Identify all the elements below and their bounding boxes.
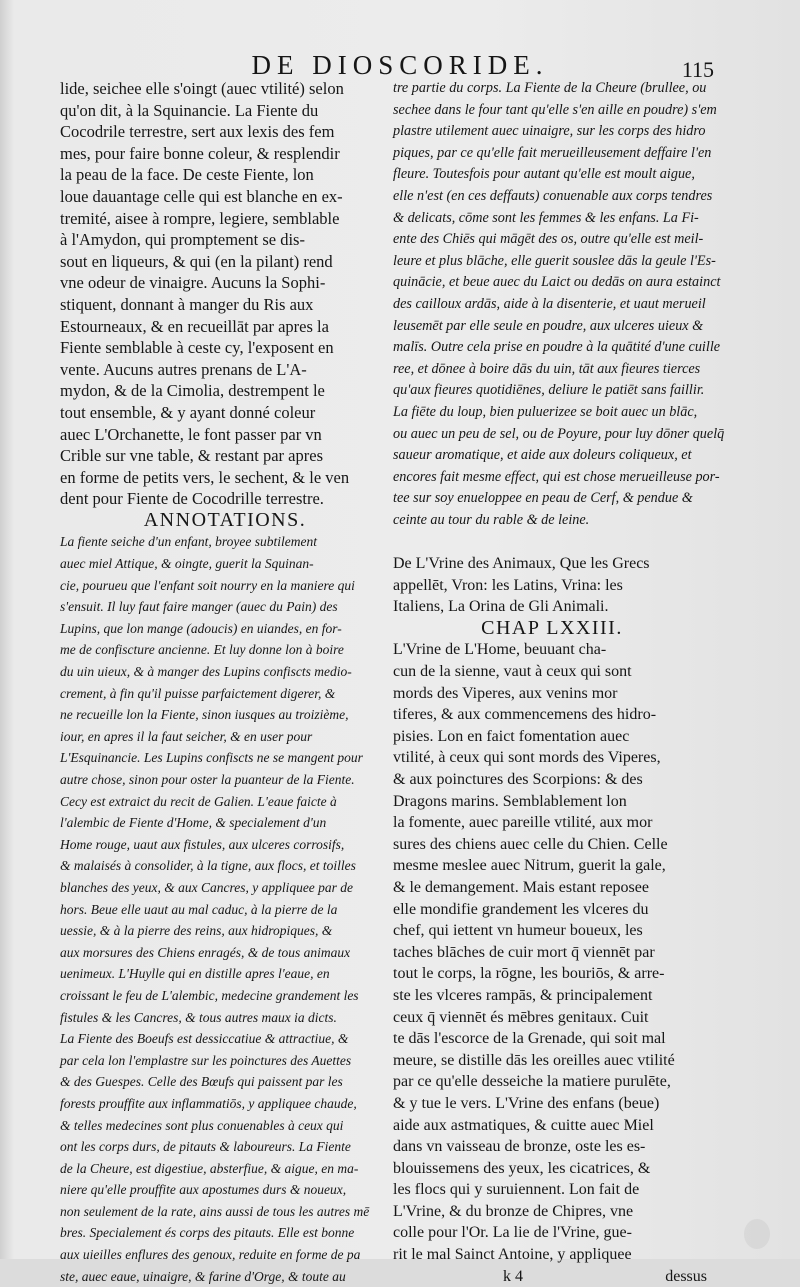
text-line: à l'Amydon, qui promptement se dis- <box>60 230 305 250</box>
text-line: autre chose, sinon pour oster la puanteur de la Fiente. <box>60 772 355 787</box>
text-line: quinācie, et beue auec du Laict ou dedās on aura estainct <box>393 274 721 291</box>
text-line: cie, pourueu que l'enfant soit nourry en la maniere qui <box>60 577 355 593</box>
text-line: ceux q̄ viennēt és mēbres genitaux. Cuit <box>393 1008 649 1026</box>
text-line: iour, en apres il la faut seicher, & en user pour <box>60 728 313 744</box>
text-line: ste, auec eaue, uinaigre, & farine d'Orge, & toute au <box>60 1268 346 1284</box>
text-line: ste les vlceres rampās, & principalement <box>393 986 653 1004</box>
text-line: hors. Beue elle uaut au mal caduc, à la pierre de la <box>60 901 338 917</box>
text-line: non seulement de la rate, ains aussi de tous les autres mē <box>60 1203 370 1219</box>
text-line: qu'aux fieures quotidiēnes, deliure le patiēt sans faillir. <box>393 382 705 399</box>
running-head: DE DIOSCORIDE. <box>251 50 549 80</box>
text-line: croissant le feu de L'alembic, medecine grandement les <box>60 987 359 1003</box>
text-line: vtilité, à ceux qui sont mords des Viperes, <box>393 749 661 767</box>
text-line: La fiente seiche d'un enfant, broyee subtilement <box>60 534 317 550</box>
text-line: sechee dans le four tant qu'elle s'en aille en poudre) s'em <box>393 101 717 118</box>
text-line: mesme meslee auec Nitrum, guerit la gale, <box>393 857 666 875</box>
text-line: stiquent, donnant à manger du Ris aux <box>60 294 314 314</box>
text-line: Crible sur vne table, & restant par apres <box>60 446 323 466</box>
text-line: loue dauantage celle qui est blanche en ex- <box>60 186 343 206</box>
text-line: appellēt, Vron: les Latins, Vrina: les <box>393 576 623 594</box>
signature-mark: k 4 <box>503 1267 523 1285</box>
text-line: mords des Viperes, aux venins mor <box>393 684 618 702</box>
text-line: Home rouge, uaut aux fistules, aux ulceres corrosifs, <box>60 836 345 852</box>
text-line: malīs. Outre cela prise en poudre à la quātité d'une cuille <box>393 339 721 356</box>
text-line: la peau de la face. De ceste Fiente, lon <box>60 165 314 185</box>
text-line: qu'on dit, à la Squinancie. La Fiente du <box>60 100 319 120</box>
text-line: plastre utilement auec uinaigre, sur les corps des hidro <box>393 123 706 140</box>
folio-number: 115 <box>681 57 714 82</box>
section-heading: ANNOTATIONS. <box>143 508 307 531</box>
text-line: auec L'Orchanette, le font passer par vn <box>60 424 322 444</box>
text-line: fleure. Toutesfois pour autant qu'elle est moult aigue, <box>393 166 695 183</box>
text-line: Cecy est extraict du recit de Galien. L'eaue faicte à <box>60 793 337 809</box>
text-line: des cailloux ardās, aide à la disenterie, et uaut merueil <box>393 295 706 312</box>
text-line: lide, seichee elle s'oingt (auec vtilité) selon <box>60 79 344 98</box>
text-line: mes, pour faire bonne coleur, & resplendir <box>60 143 340 163</box>
text-line: tout le corps, la rōgne, les bouriōs, & arre- <box>393 965 665 983</box>
text-line: L'Vrine de L'Home, beuuant cha- <box>393 641 607 659</box>
text-line: forests prouffite aux inflammatiōs, y appliquee chaude, <box>60 1095 357 1111</box>
text-line: uessie, & à la pierre des reins, aux hidropiques, & <box>60 923 333 939</box>
text-line: elle mondifie grandement les vlceres du <box>393 900 649 918</box>
text-line: crement, à fin qu'il puisse parfaictement digerer, & <box>60 685 336 701</box>
text-line: sures des chiens auec celle du Chien. Celle <box>393 835 668 853</box>
page-footer <box>393 1266 711 1287</box>
text-line: La fiēte du loup, bien puluerizee se boit auec un blāc, <box>393 403 698 420</box>
text-line: me de confiscture ancienne. Et luy donne lon à boire <box>60 642 344 658</box>
text-line: La Fiente des Boeufs est dessiccatiue & attractiue, & <box>60 1031 349 1047</box>
text-line: meure, se distille dās les oreilles auec vtilité <box>393 1051 675 1069</box>
text-line: tout ensemble, & y ayant donné coleur <box>60 402 316 422</box>
text-line: sout en liqueurs, & qui (en la pilant) rend <box>60 251 333 271</box>
text-line: saueur aromatique, et aide aux doleurs coliqueux, et <box>393 447 692 464</box>
text-line: Lupins, que lon mange (adoucis) en uiandes, en for- <box>60 620 342 636</box>
text-line: mydon, & de la Cimolia, destrempent le <box>60 381 325 401</box>
text-line: cun de la sienne, vaut à ceux qui sont <box>393 663 632 681</box>
text-line: L'Esquinancie. Les Lupins confiscts ne se mangent pour <box>60 750 363 766</box>
text-line: tremité, aisee à rompre, legiere, semblable <box>60 208 340 228</box>
text-line: Fiente semblable à ceste cy, l'exposent en <box>60 338 334 358</box>
text-line: tee sur soy enueloppee en peau de Cerf, & pendue & <box>393 490 693 507</box>
text-line: niere qu'elle prouffite aux apostumes durs & noueux, <box>60 1182 347 1198</box>
text-line: aide aux astmatiques, & cuitte auec Miel <box>393 1116 654 1134</box>
text-line: par cela lon l'emplastre sur les poinctures des Auettes <box>60 1052 352 1068</box>
text-line: chef, qui iettent vn humeur boueux, les <box>393 922 643 940</box>
text-line: par ce qu'elle desseiche la matiere purulēte, <box>393 1073 671 1091</box>
left-column <box>60 78 390 1287</box>
text-line: & des Guespes. Celle des Bœufs qui paissent par les <box>60 1074 343 1090</box>
text-line: ree, et dōnee à boire dās du uin, tāt aux fieures tierces <box>393 360 701 377</box>
text-line: & y tue le vers. L'Vrine des enfans (beue) <box>393 1094 660 1112</box>
text-line: bres. Specialement és corps des pitauts. Elle est bonne <box>60 1225 355 1241</box>
text-line: Italiens, La Orina de Gli Animali. <box>393 598 609 616</box>
text-line: vne odeur de vinaigre. Aucuns la Sophi- <box>60 273 326 293</box>
text-line: & telles medecines sont plus conuenables à ceux qui <box>60 1117 344 1133</box>
text-line: L'Vrine, & du bronze de Chipres, vne <box>393 1202 634 1220</box>
page-smudge <box>744 1219 770 1249</box>
spacer <box>393 531 711 553</box>
text-line: ceinte au tour du rable & de leine. <box>393 511 590 528</box>
text-line: leure et plus blāche, elle guerit souslee dās la geule l'Es- <box>393 252 716 269</box>
text-line: tre partie du corps. La Fiente de la Cheure (brullee, ou <box>393 80 707 96</box>
section-heading: CHAP LXXIII. <box>481 616 623 639</box>
text-line: les flocs qui y suruiennent. Lon fait de <box>393 1181 640 1199</box>
right-column <box>393 78 725 1287</box>
text-line: te dās l'escorce de la Grenade, qui soit mal <box>393 1030 666 1048</box>
text-line: rit le mal Sainct Antoine, y appliquee <box>393 1246 632 1264</box>
text-line: dent pour Fiente de Cocodrille terrestre. <box>60 489 324 509</box>
text-line: & malaisés à consolider, à la tigne, aux flocs, et toilles <box>60 858 356 874</box>
text-line: ou auec un peu de sel, ou de Poyure, pour luy dōner quelq̄ <box>393 425 725 442</box>
text-line: la fomente, auec pareille vtilité, aux mor <box>393 814 653 832</box>
text-line: de la Cheure, est digestiue, absterfiue, & aigue, en ma- <box>60 1160 359 1176</box>
text-line: ont les corps durs, de pitauts & laboureurs. La Fiente <box>60 1139 351 1155</box>
catchword: dessus <box>665 1267 707 1285</box>
text-line: & aux poinctures des Scorpions: & des <box>393 771 643 788</box>
text-line: piques, par ce qu'elle fait merueilleusement deffaire l'en <box>393 144 712 161</box>
text-line: blanches des yeux, & aux Cancres, y appliquee par de <box>60 879 354 895</box>
text-line: dans vn vaisseau de bronze, oste les es- <box>393 1138 646 1156</box>
text-line: aux uieilles enflures des genoux, reduite en forme de pa <box>60 1247 361 1263</box>
text-line: leusemēt par elle seule en poudre, aux ulceres uieux & <box>393 317 704 334</box>
text-line: en forme de petits vers, le sechent, & le ven <box>60 467 350 487</box>
text-line: l'alembic de Fiente d'Home, & specialement d'un <box>60 815 327 831</box>
text-line: colle pour l'Or. La lie de l'Vrine, gue- <box>393 1224 632 1242</box>
text-line: Dragons marins. Semblablement lon <box>393 792 627 810</box>
text-line: uenimeux. L'Huylle qui en distille apres l'eaue, en <box>60 966 330 982</box>
text-line: tiferes, & aux commencemens des hidro- <box>393 706 657 724</box>
text-line: Cocodrile terrestre, sert aux lexis des fem <box>60 122 335 142</box>
text-line: encores fait mesme effect, qui est chose merueilleuse por- <box>393 468 720 485</box>
text-line: elle n'est (en ces deffauts) conuenable aux corps tendres <box>393 187 713 204</box>
text-line: De L'Vrine des Animaux, Que les Grecs <box>393 555 650 573</box>
text-line: auec miel Attique, & oingte, guerit la Squinan- <box>60 556 314 572</box>
text-line: aux morsures des Chiens enragés, & de tous animaux <box>60 944 351 960</box>
text-line: pisies. Lon en faict fomentation auec <box>393 727 630 745</box>
text-line: Estourneaux, & en recueillāt par apres la <box>60 316 329 336</box>
text-line: & le demangement. Mais estant reposee <box>393 878 649 896</box>
text-line: vente. Aucuns autres prenans de L'A- <box>60 359 307 379</box>
text-line: ente des Chiēs qui māgēt des os, outre qu'elle est meil- <box>393 231 704 248</box>
text-line: s'ensuit. Il luy faut faire manger (auec du Pain) des <box>60 599 338 615</box>
text-line: taches blāches de cuir mort q̄ viennēt par <box>393 943 655 961</box>
text-line: du uin uieux, & à manger des Lupins confiscts medio- <box>60 664 352 680</box>
text-line: & delicats, cōme sont les femmes & les enfans. La Fi- <box>393 209 699 226</box>
text-line: fistules & les Cancres, & tous autres maux ia dicts. <box>60 1009 337 1025</box>
text-line: ne recueille lon la Fiente, sinon iusques au troizième, <box>60 707 349 723</box>
text-line: blouissemens des yeux, les cicatrices, & <box>393 1159 651 1177</box>
